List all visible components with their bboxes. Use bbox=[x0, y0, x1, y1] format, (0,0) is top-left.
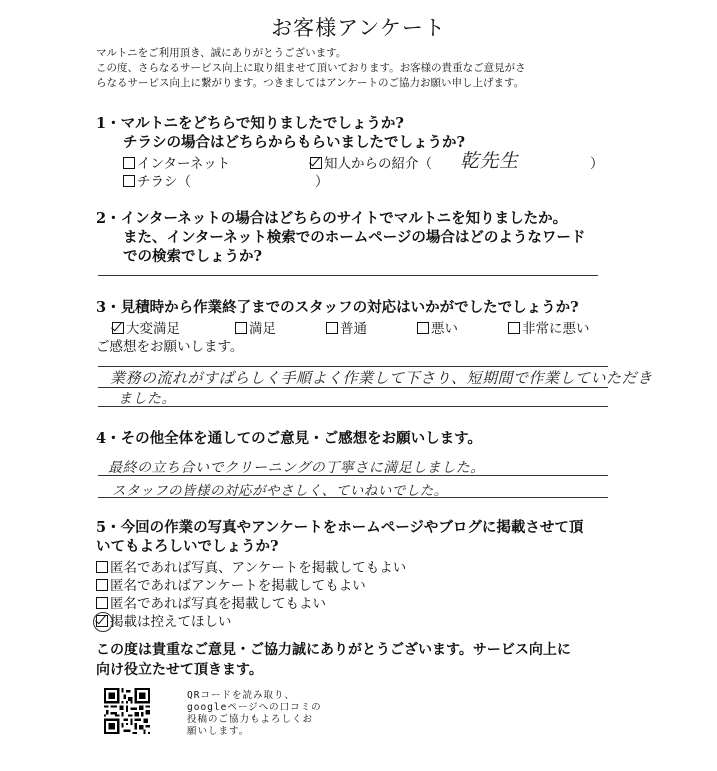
q5-line-2: いてもよろしいでしょうか? bbox=[96, 538, 279, 555]
qr-code-icon[interactable] bbox=[104, 688, 150, 734]
qr-instruction-line-4: 願いします。 bbox=[187, 726, 250, 737]
checkbox-checked-icon[interactable] bbox=[310, 157, 322, 169]
q3-heading: 3・見積時から作業終了までのスタッフの対応はいかがでしたでしょうか? bbox=[96, 299, 579, 316]
option-label: 匿名であれば写真を掲載してもよい bbox=[110, 596, 326, 612]
q1-heading: 1・マルトニをどちらで知りましたでしょうか? bbox=[96, 115, 404, 132]
q2-line-2: また、インターネット検索でのホームページの場合はどのようなワード bbox=[123, 229, 586, 246]
option-label: 匿名であれば写真、アンケートを掲載してもよい bbox=[110, 560, 407, 576]
qr-instruction-line-1: QRコードを読み取り、 bbox=[187, 690, 295, 701]
option-label: 普通 bbox=[340, 321, 367, 337]
q5-option-decline[interactable] bbox=[96, 610, 232, 630]
q5-heading: 5・今回の作業の写真やアンケートをホームページやブログに掲載させて頂 bbox=[96, 519, 584, 536]
q3-option-very-satisfied[interactable] bbox=[112, 317, 180, 337]
q3-option-bad[interactable] bbox=[417, 317, 458, 337]
q2-line-3: での検索でしょうか? bbox=[123, 248, 262, 265]
footer-thanks-line-1: この度は貴重なご意見・ご協力誠にありがとうございます。サービス向上に bbox=[96, 642, 571, 658]
option-label: インターネット bbox=[137, 156, 231, 172]
q3-handwritten-answer-2: ました。 bbox=[118, 391, 176, 407]
footer-thanks-line-2: 向け役立たせて頂きます。 bbox=[96, 662, 263, 678]
flyer-paren-close: ） bbox=[315, 174, 329, 190]
checkbox-checked-circled-icon[interactable] bbox=[96, 615, 108, 627]
q3-option-very-bad[interactable] bbox=[508, 317, 590, 337]
intro-line-2: この度、さらなるサービス向上に取り組ませて頂いております。お客様の貴重なご意見がさ bbox=[96, 62, 526, 74]
q5-option-survey-only[interactable] bbox=[96, 574, 366, 594]
checkbox-icon[interactable] bbox=[96, 579, 108, 591]
option-label: 大変満足 bbox=[126, 321, 180, 337]
option-label: 悪い bbox=[431, 321, 458, 337]
checkbox-icon[interactable] bbox=[123, 157, 135, 169]
checkbox-checked-icon[interactable] bbox=[112, 322, 124, 334]
q3-handwritten-answer-1: 業務の流れがすばらしく手順よく作業して下さり、短期間で作業していただき bbox=[110, 369, 653, 387]
option-label: 掲載は控えてほしい bbox=[110, 614, 232, 630]
q5-option-photo-and-survey[interactable] bbox=[96, 556, 406, 576]
q2-answer-line[interactable] bbox=[98, 275, 598, 276]
referral-paren-close: ） bbox=[590, 156, 604, 172]
q1-option-internet[interactable] bbox=[123, 152, 230, 172]
q4-handwritten-answer-2: スタッフの皆様の対応がやさしく、ていねいでした。 bbox=[112, 483, 448, 499]
checkbox-icon[interactable] bbox=[96, 597, 108, 609]
circle-mark-icon bbox=[93, 612, 113, 632]
referral-handwritten-answer: 乾先生 bbox=[460, 150, 519, 172]
qr-instruction-line-3: 投稿のご協力もよろしくお bbox=[187, 714, 314, 725]
option-label: 満足 bbox=[249, 321, 276, 337]
checkbox-icon[interactable] bbox=[96, 561, 108, 573]
q2-heading: 2・インターネットの場合はどちらのサイトでマルトニを知りましたか。 bbox=[96, 210, 568, 227]
q1-option-referral[interactable] bbox=[310, 152, 432, 172]
q4-heading: 4・その他全体を通してのご意見・ご感想をお願いします。 bbox=[96, 430, 482, 447]
page-title: お客様アンケート bbox=[271, 16, 446, 40]
option-label: 知人からの紹介（ bbox=[324, 156, 432, 172]
q1-option-flyer[interactable] bbox=[123, 170, 191, 190]
q3-option-satisfied[interactable] bbox=[235, 317, 276, 337]
intro-line-3: らなるサービス向上に繋がります。つきましてはアンケートのご協力お願い申し上げます。 bbox=[96, 77, 525, 89]
checkbox-icon[interactable] bbox=[123, 175, 135, 187]
checkbox-icon[interactable] bbox=[326, 322, 338, 334]
q3-comment-prompt: ご感想をお願いします。 bbox=[96, 339, 244, 355]
option-label: 非常に悪い bbox=[522, 321, 590, 337]
option-label: チラシ（ bbox=[137, 174, 191, 190]
q5-option-photo-only[interactable] bbox=[96, 592, 326, 612]
q3-option-neutral[interactable] bbox=[326, 317, 367, 337]
checkbox-icon[interactable] bbox=[508, 322, 520, 334]
qr-instruction-line-2: googleページへの口コミの bbox=[187, 702, 322, 713]
q1-subheading: チラシの場合はどちらからもらいましたでしょうか? bbox=[123, 134, 465, 151]
checkbox-icon[interactable] bbox=[235, 322, 247, 334]
q4-handwritten-answer-1: 最終の立ち合いでクリーニングの丁寧さに満足しました。 bbox=[108, 460, 485, 476]
intro-line-1: マルトニをご利用頂き、誠にありがとうございます。 bbox=[96, 47, 347, 59]
checkbox-icon[interactable] bbox=[417, 322, 429, 334]
option-label: 匿名であればアンケートを掲載してもよい bbox=[110, 578, 366, 594]
